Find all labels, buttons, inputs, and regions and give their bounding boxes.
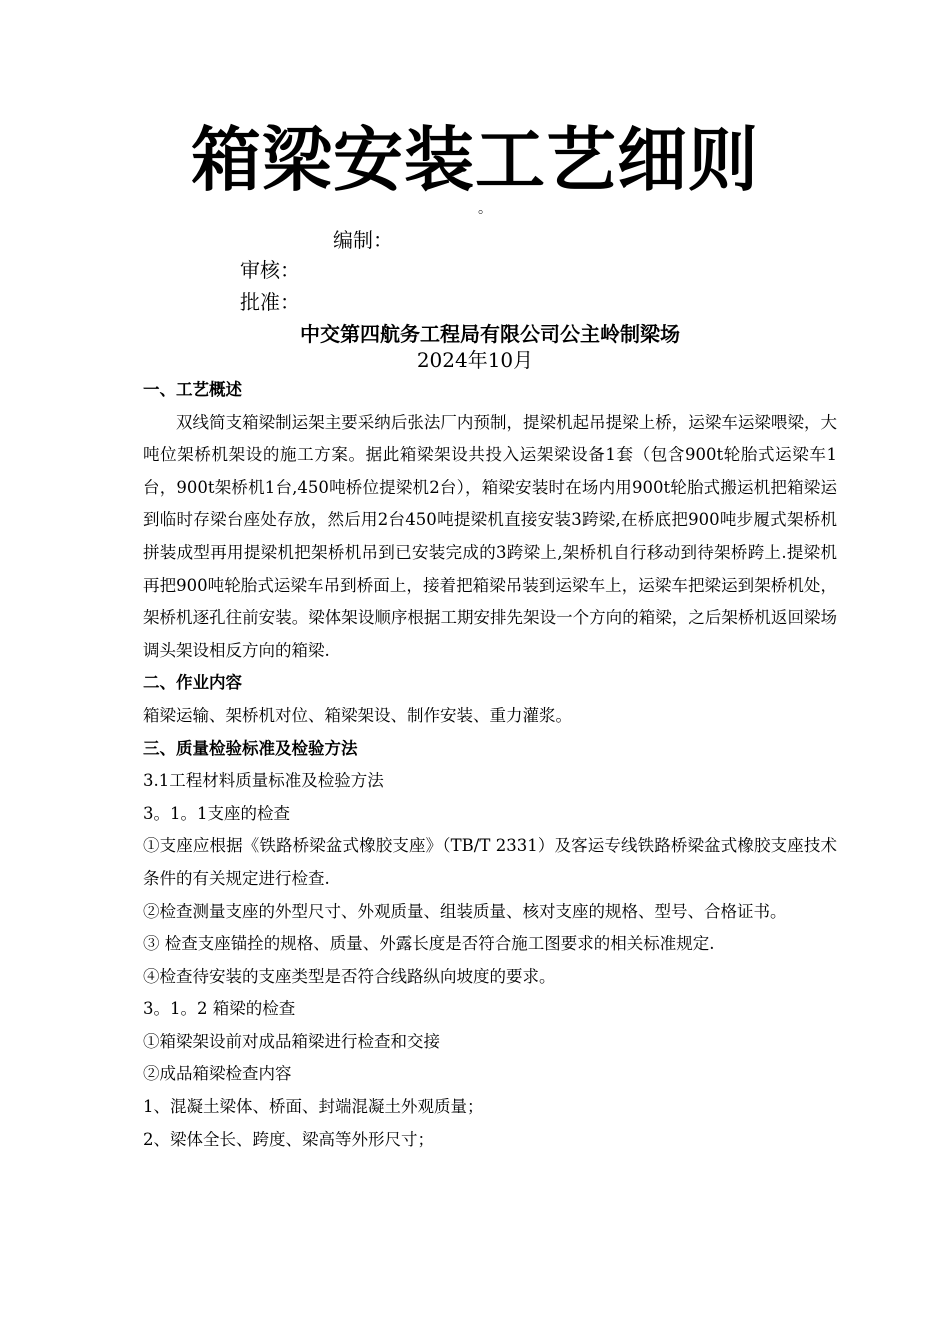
section-3-line: 3。1。1支座的检查 [143,803,290,823]
section-2-paragraph: 箱梁运输、架桥机对位、箱梁架设、制作安装、重力灌浆。 [143,705,572,725]
section-3-line: 3。1。2 箱梁的检查 [143,999,296,1019]
section-3-line: ①支座应根据《铁路桥梁盆式橡胶支座》（TB/T 2331）及客运专线铁路桥梁盆式橡胶支座技术条件的有关规定进行检查. [143,836,837,888]
approved-by-label: 批准： [240,290,300,314]
compiled-by-label: 编制： [333,228,393,252]
section-3-line: 3.1工程材料质量标准及检验方法 [143,771,384,791]
document-title: 箱梁安装工艺细则 [191,119,759,201]
section-3-line: 2、梁体全长、跨度、梁高等外形尺寸； [143,1129,434,1149]
section-3-line: ③ 检查支座锚拴的规格、质量、外露长度是否符合施工图要求的相关标准规定. [143,934,715,954]
section-3-line: ①箱梁架设前对成品箱梁进行检查和交接 [143,1031,440,1051]
section-3-line: ②成品箱梁检查内容 [143,1064,292,1084]
section-1-heading: 一、工艺概述 [143,380,242,399]
stray-dot: 。 [478,201,492,217]
reviewed-by-label: 审核： [240,258,300,282]
section-3-line: ②检查测量支座的外型尺寸、外观质量、组装质量、核对支座的规格、型号、合格证书。 [143,901,787,921]
section-1-paragraph: 双线简支箱梁制运架主要采纳后张法厂内预制，提梁机起吊提梁上桥，运梁车运梁喂梁，大吨位架桥机架设的施工方案。据此箱梁架设共投入运架梁设备1套（包含900t轮胎式运梁车1台，900t架桥机1台,450吨桥位提梁机2台），箱梁安装时在场内用900t轮胎式搬运机把箱梁运到临时存梁台座处存放，然后用2台450吨提梁机直接安装3跨梁,在桥底把900吨步履式架桥机拼装成型再用提梁机把架桥机吊到已安装完成的3跨梁上,架桥机自行移动到待架桥跨上.提梁机再把900吨轮胎式运梁车吊到桥面上，接着把箱梁吊装到运梁车上，运梁车把梁运到架桥机处，架桥机逐孔往前安装。梁体架设顺序根据工期安排先架设一个方向的箱梁，之后架桥机返回梁场调头架设相反方向的箱梁. [143,412,837,660]
company-name: 中交第四航务工程局有限公司公主岭制梁场 [300,322,680,346]
document-body [143,374,837,1156]
document-date: 2024年10月 [416,348,534,372]
section-2-heading: 二、作业内容 [143,673,242,693]
section-3-line: 1、混凝土梁体、桥面、封端混凝土外观质量； [143,1097,484,1117]
section-3-line: ④检查待安装的支座类型是否符合线路纵向坡度的要求。 [143,966,556,986]
section-3-heading: 三、质量检验标准及检验方法 [143,738,358,758]
